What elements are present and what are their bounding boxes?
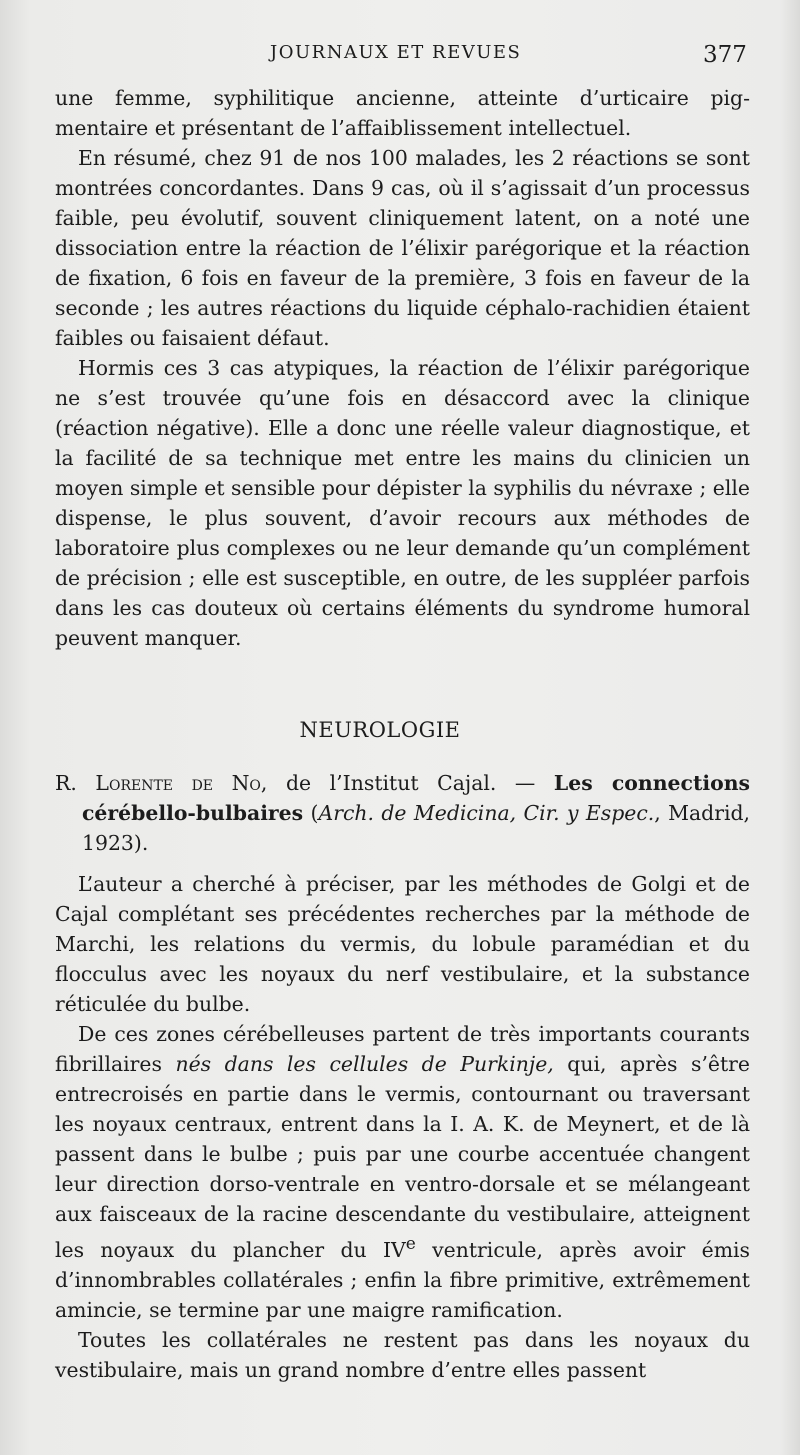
paragraph-method: L’auteur a cherché à préciser, par les méthodes de Golgi et de Cajal complétant ses précédentes recherches par la méthode de Marchi, les relations du vermis, du lobule paramédian et du flocculus avec les noyaux du nerf vestibulaire, et la substance réticulée du bulbe. [55,872,750,1016]
author-initial: R. [55,771,77,795]
author-name: Lorente de No [95,771,261,795]
author-affiliation: , de l’Institut Cajal. — [260,771,554,795]
body-text-bottom [55,869,750,1385]
bibliographic-citation [55,768,750,858]
running-title: JOURNAUX ET REVUES [270,42,522,63]
paragraph-summary: En résumé, chez 91 de nos 100 malades, les 2 réactions se sont montrées concordantes. Dans 9 cas, où il s’agissait d’un processus faible, peu évolutif, souvent cliniquement latent, on a noté une dissociation entre la réaction de l’élixir parégorique et la réaction de fixation, 6 fois en faveur de la première, 3 fois en faveur de la seconde ; les autres réactions du liquide céphalo-rachidien étaient faibles ou faisaient défaut. [55,146,750,350]
fibers-text-italic: nés dans les cellules de Purkinje, [175,1052,554,1076]
article-title: Les connections cérébello-bulbaires [82,771,751,825]
page-number: 377 [703,42,747,68]
ordinal-superscript: e [405,1234,416,1254]
paragraph-continuation: une femme, syphilitique ancienne, atteinte d’urticaire pig-mentaire et présentant de l’affaiblissement intellectuel. [55,86,750,140]
fibers-text-after-2: ventricule, après avoir émis d’innombrables collatérales ; enfin la fibre primitive, extrêmement amincie, se termine par une maigre ramification. [55,1237,751,1322]
journal-name: Arch. de Medicina, Cir. y Espec. [318,801,655,825]
paragraph-fibers [55,1019,750,1325]
journal-open-paren: ( [303,801,319,825]
fibers-text-after-1: qui, après s’être entrecroisés en partie dans le vermis, contournant ou traversant les noyaux centraux, entrent dans la I. A. K. de Meynert, et de là passent dans le bulbe ; puis par une courbe accentuée changent leur direction dorso-ventrale en ventro-dorsale et se mélangeant aux faisceaux de la racine descendante du vestibulaire, atteignent les noyaux du plancher du IV [55,1052,751,1262]
fibers-text-before: De ces zones cérébelleuses partent de très importants courants fibrillaires [55,1022,750,1076]
section-heading: NEUROLOGIE [299,718,461,742]
paragraph-conclusion: Hormis ces 3 cas atypiques, la réaction de l’élixir parégorique ne s’est trouvée qu’une fois en désaccord avec la clinique (réaction négative). Elle a donc une réelle valeur diagnostique, et la facilité de sa technique met entre les mains du clinicien un moyen simple et sensible pour dépister la syphilis du névraxe ; elle dispense, le plus souvent, d’avoir recours aux méthodes de laboratoire plus complexes ou ne leur demande qu’un complément de précision ; elle est susceptible, en outre, de les suppléer parfois dans les cas douteux où certains éléments du syndrome humoral peuvent manquer. [55,356,750,650]
place-year: , Madrid, 1923). [82,801,751,855]
paragraph-collaterals: Toutes les collatérales ne restent pas dans les noyaux du vestibulaire, mais un grand nombre d’entre elles passent [55,1327,750,1382]
body-text-top [55,83,750,653]
page-header [0,40,800,70]
